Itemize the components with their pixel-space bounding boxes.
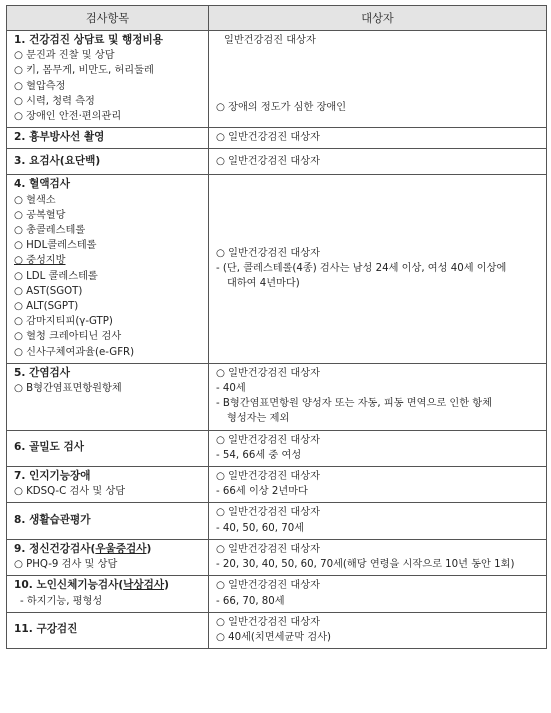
exam-item: ○ 혈색소	[14, 194, 56, 206]
exam-item: ○ 총콜레스테롤	[14, 225, 86, 237]
exam-item: ○ ALT(SGPT)	[14, 301, 79, 313]
target-cell	[209, 175, 547, 363]
target-cell	[209, 576, 547, 612]
exam-title: 7. 인지기능장애	[14, 470, 91, 483]
exam-item: ○ LDL 콜레스테롤	[14, 270, 98, 282]
target-line: ○ 일반건강검진 대상자	[216, 616, 320, 628]
target-line: ○ 장애의 정도가 심한 장애인	[216, 102, 347, 114]
exam-item: ○ HDL콜레스테롤	[14, 240, 97, 252]
target-line: ○ 일반건강검진 대상자	[216, 132, 320, 144]
target-line: - 40세	[216, 383, 246, 395]
target-line: 대하여 4년마다)	[227, 278, 300, 290]
exam-item: ○ 키, 몸무게, 비만도, 허리둘레	[14, 65, 154, 77]
exam-item: ○ AST(SGOT)	[14, 285, 83, 297]
target-cell	[209, 539, 547, 575]
table-row	[7, 128, 547, 149]
exam-cell	[7, 467, 209, 503]
target-line: ○ 일반건강검진 대상자	[216, 434, 320, 446]
table-row	[7, 503, 547, 539]
target-line: - 66세 이상 2년마다	[216, 486, 308, 498]
exam-cell	[7, 503, 209, 539]
exam-cell	[7, 430, 209, 466]
exam-title: 1. 건강검진 상담료 및 행정비용	[14, 34, 163, 46]
target-cell	[209, 363, 547, 430]
target-cell	[209, 149, 547, 175]
table-row	[7, 363, 547, 430]
exam-item: ○ 시력, 청력 측정	[14, 95, 95, 107]
target-line: - 20, 30, 40, 50, 60, 70세(해당 연령을 시작으로 10년 동안 1회)	[216, 559, 515, 571]
exam-cell	[7, 612, 209, 648]
table-row	[7, 31, 547, 128]
target-cell	[209, 503, 547, 539]
target-line: ○ 일반건강검진 대상자	[216, 507, 320, 519]
exam-title: 11. 구강검진	[14, 623, 78, 636]
target-cell	[209, 128, 547, 149]
target-line: 형성자는 제외	[227, 413, 290, 425]
target-cell	[209, 31, 547, 128]
exam-cell	[7, 128, 209, 149]
checkup-table	[6, 5, 547, 649]
exam-title: 3. 요검사(요단백)	[14, 154, 101, 167]
exam-cell	[7, 576, 209, 612]
exam-title: 4. 혈액검사	[14, 178, 71, 191]
exam-item: ○ 신사구체여과율(e-GFR)	[14, 346, 135, 358]
exam-cell	[7, 175, 209, 363]
target-line: - B형간염표면항원 양성자 또는 자동, 피동 면역으로 인한 항체	[216, 398, 492, 410]
table-row	[7, 175, 547, 363]
table-row	[7, 539, 547, 575]
exam-item: ○ 혈압측정	[14, 80, 66, 92]
exam-title: 10. 노인신체기능검사(낙상검사)	[14, 579, 169, 592]
exam-cell	[7, 539, 209, 575]
exam-title-underlined: 우울증검사	[95, 542, 147, 555]
target-line: ○ 일반건강검진 대상자	[216, 543, 320, 555]
exam-item: - 하지기능, 평형성	[20, 595, 103, 607]
target-line: - 66, 70, 80세	[216, 595, 285, 607]
target-line: - 40, 50, 60, 70세	[216, 522, 305, 534]
exam-item: ○ 중성지방	[14, 255, 66, 267]
target-line: ○ 일반건강검진 대상자	[216, 155, 320, 167]
target-line: ○ 일반건강검진 대상자	[216, 247, 320, 259]
header-row	[7, 6, 547, 31]
target-cell	[209, 467, 547, 503]
header-exam-items: 검사항목	[7, 6, 209, 31]
target-line: 일반건강검진 대상자	[224, 35, 316, 46]
table-row	[7, 430, 547, 466]
exam-item: ○ 장애인 안전·편의관리	[14, 111, 122, 123]
exam-title-underlined: 낙상검사	[123, 579, 165, 592]
target-line: - 54, 66세 중 여성	[216, 449, 302, 461]
exam-cell	[7, 31, 209, 128]
table-row	[7, 576, 547, 612]
target-line: ○ 일반건강검진 대상자	[216, 580, 320, 592]
exam-item: ○ 문진과 진찰 및 상담	[14, 50, 115, 62]
table-row	[7, 467, 547, 503]
exam-title: 9. 정신건강검사(우울증검사)	[14, 542, 152, 555]
exam-title: 8. 생활습관평가	[14, 514, 91, 527]
target-line: ○ 일반건강검진 대상자	[216, 471, 320, 483]
exam-item: ○ B형간염표면항원항체	[14, 383, 122, 395]
exam-title: 2. 흉부방사선 촬영	[14, 131, 105, 144]
header-targets: 대상자	[209, 6, 547, 31]
exam-cell	[7, 149, 209, 175]
exam-title: 6. 골밀도 검사	[14, 441, 84, 454]
target-line: ○ 40세(치면세균막 검사)	[216, 631, 332, 643]
exam-title: 5. 간염검사	[14, 366, 71, 379]
exam-cell	[7, 363, 209, 430]
target-cell	[209, 612, 547, 648]
table-row	[7, 149, 547, 175]
exam-item: ○ 공복혈당	[14, 209, 66, 221]
target-line: - (단, 콜레스테롤(4종) 검사는 남성 24세 이상, 여성 40세 이상에	[216, 263, 507, 275]
exam-item: ○ 감마지티피(γ-GTP)	[14, 316, 113, 328]
exam-item: ○ 혈청 크레아티닌 검사	[14, 331, 122, 343]
target-cell	[209, 430, 547, 466]
table-row	[7, 612, 547, 648]
exam-item: ○ KDSQ-C 검사 및 상담	[14, 486, 126, 498]
exam-item: ○ PHQ-9 검사 및 상담	[14, 559, 118, 571]
target-line: ○ 일반건강검진 대상자	[216, 367, 320, 379]
